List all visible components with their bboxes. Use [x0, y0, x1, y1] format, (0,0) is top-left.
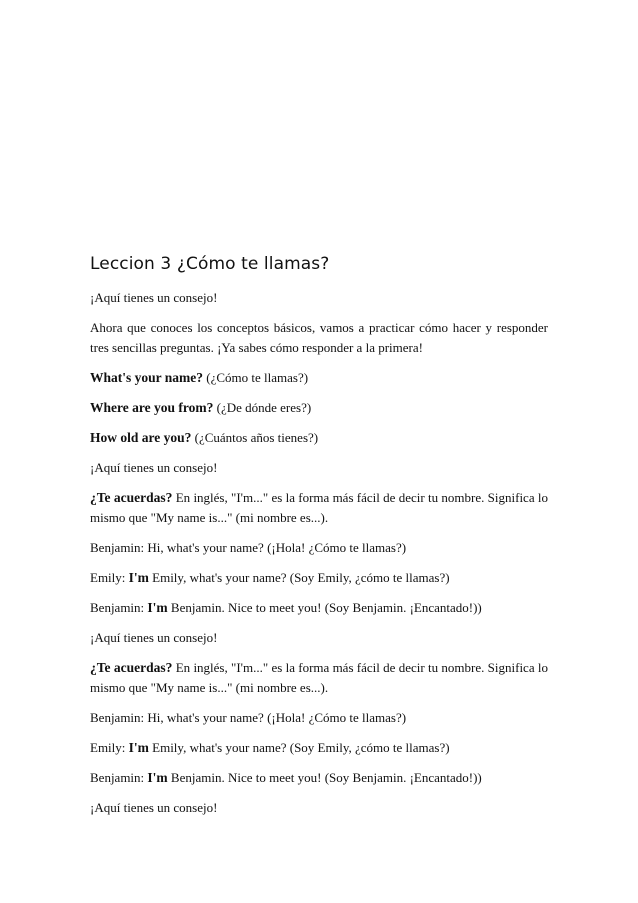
dialogue-1-line-2-bold: I'm: [128, 570, 149, 585]
dialogue-2-line-2-speaker: Emily:: [90, 740, 129, 755]
dialogue-2-line-2: [90, 738, 548, 758]
remember-text-2: En inglés, "I'm..." es la forma más fácil de decir tu nombre. Significa lo mismo que "My name is..." (mi nombre es...).: [90, 660, 548, 695]
question-3: [90, 428, 548, 448]
tip-line-4: ¡Aquí tienes un consejo!: [90, 800, 218, 815]
dialogue-1-line-3-bold: I'm: [147, 600, 168, 615]
question-2-spanish: (¿De dónde eres?): [213, 400, 312, 415]
dialogue-1-line-2: [90, 568, 548, 588]
dialogue-1-line-3-rest: Benjamin. Nice to meet you! (Soy Benjamin. ¡Encantado!)): [167, 600, 482, 615]
dialogue-1-line-3: [90, 598, 548, 618]
question-1-spanish: (¿Cómo te llamas?): [203, 370, 309, 385]
dialogue-2-line-3: [90, 768, 548, 788]
dialogue-2-line-3-rest: Benjamin. Nice to meet you! (Soy Benjamin. ¡Encantado!)): [167, 770, 482, 785]
dialogue-1-line-2-rest: Emily, what's your name? (Soy Emily, ¿cómo te llamas?): [148, 570, 450, 585]
dialogue-2-line-3-bold: I'm: [147, 770, 168, 785]
question-1-english: What's your name?: [90, 370, 204, 385]
tip-line-3: ¡Aquí tienes un consejo!: [90, 630, 218, 645]
dialogue-2-line-2-rest: Emily, what's your name? (Soy Emily, ¿cómo te llamas?): [148, 740, 450, 755]
remember-text-1: En inglés, "I'm..." es la forma más fácil de decir tu nombre. Significa lo mismo que "My name is..." (mi nombre es...).: [90, 490, 548, 525]
remember-paragraph-2: [90, 658, 548, 698]
remember-label-2: ¿Te acuerdas?: [90, 660, 173, 675]
question-3-spanish: (¿Cuántos años tienes?): [191, 430, 319, 445]
remember-label-1: ¿Te acuerdas?: [90, 490, 173, 505]
dialogue-2-line-1: Benjamin: Hi, what's your name? (¡Hola! ¿Cómo te llamas?): [90, 710, 407, 725]
question-1: [90, 368, 548, 388]
remember-paragraph-1: [90, 488, 548, 528]
tip-line-2: ¡Aquí tienes un consejo!: [90, 460, 218, 475]
dialogue-1-line-3-speaker: Benjamin:: [90, 600, 148, 615]
dialogue-2-line-2-bold: I'm: [128, 740, 149, 755]
document-page: [90, 252, 548, 828]
intro-paragraph: Ahora que conoces los conceptos básicos, vamos a practicar cómo hacer y responder tres sencillas preguntas. ¡Ya sabes cómo responder a la primera!: [90, 320, 548, 355]
dialogue-2-line-3-speaker: Benjamin:: [90, 770, 148, 785]
lesson-title: Leccion 3 ¿Cómo te llamas?: [90, 254, 330, 274]
dialogue-1-line-2-speaker: Emily:: [90, 570, 129, 585]
dialogue-1-line-1: Benjamin: Hi, what's your name? (¡Hola! ¿Cómo te llamas?): [90, 540, 407, 555]
question-3-english: How old are you?: [90, 430, 192, 445]
question-2: [90, 398, 548, 418]
tip-line-1: ¡Aquí tienes un consejo!: [90, 290, 218, 305]
question-2-english: Where are you from?: [90, 400, 214, 415]
